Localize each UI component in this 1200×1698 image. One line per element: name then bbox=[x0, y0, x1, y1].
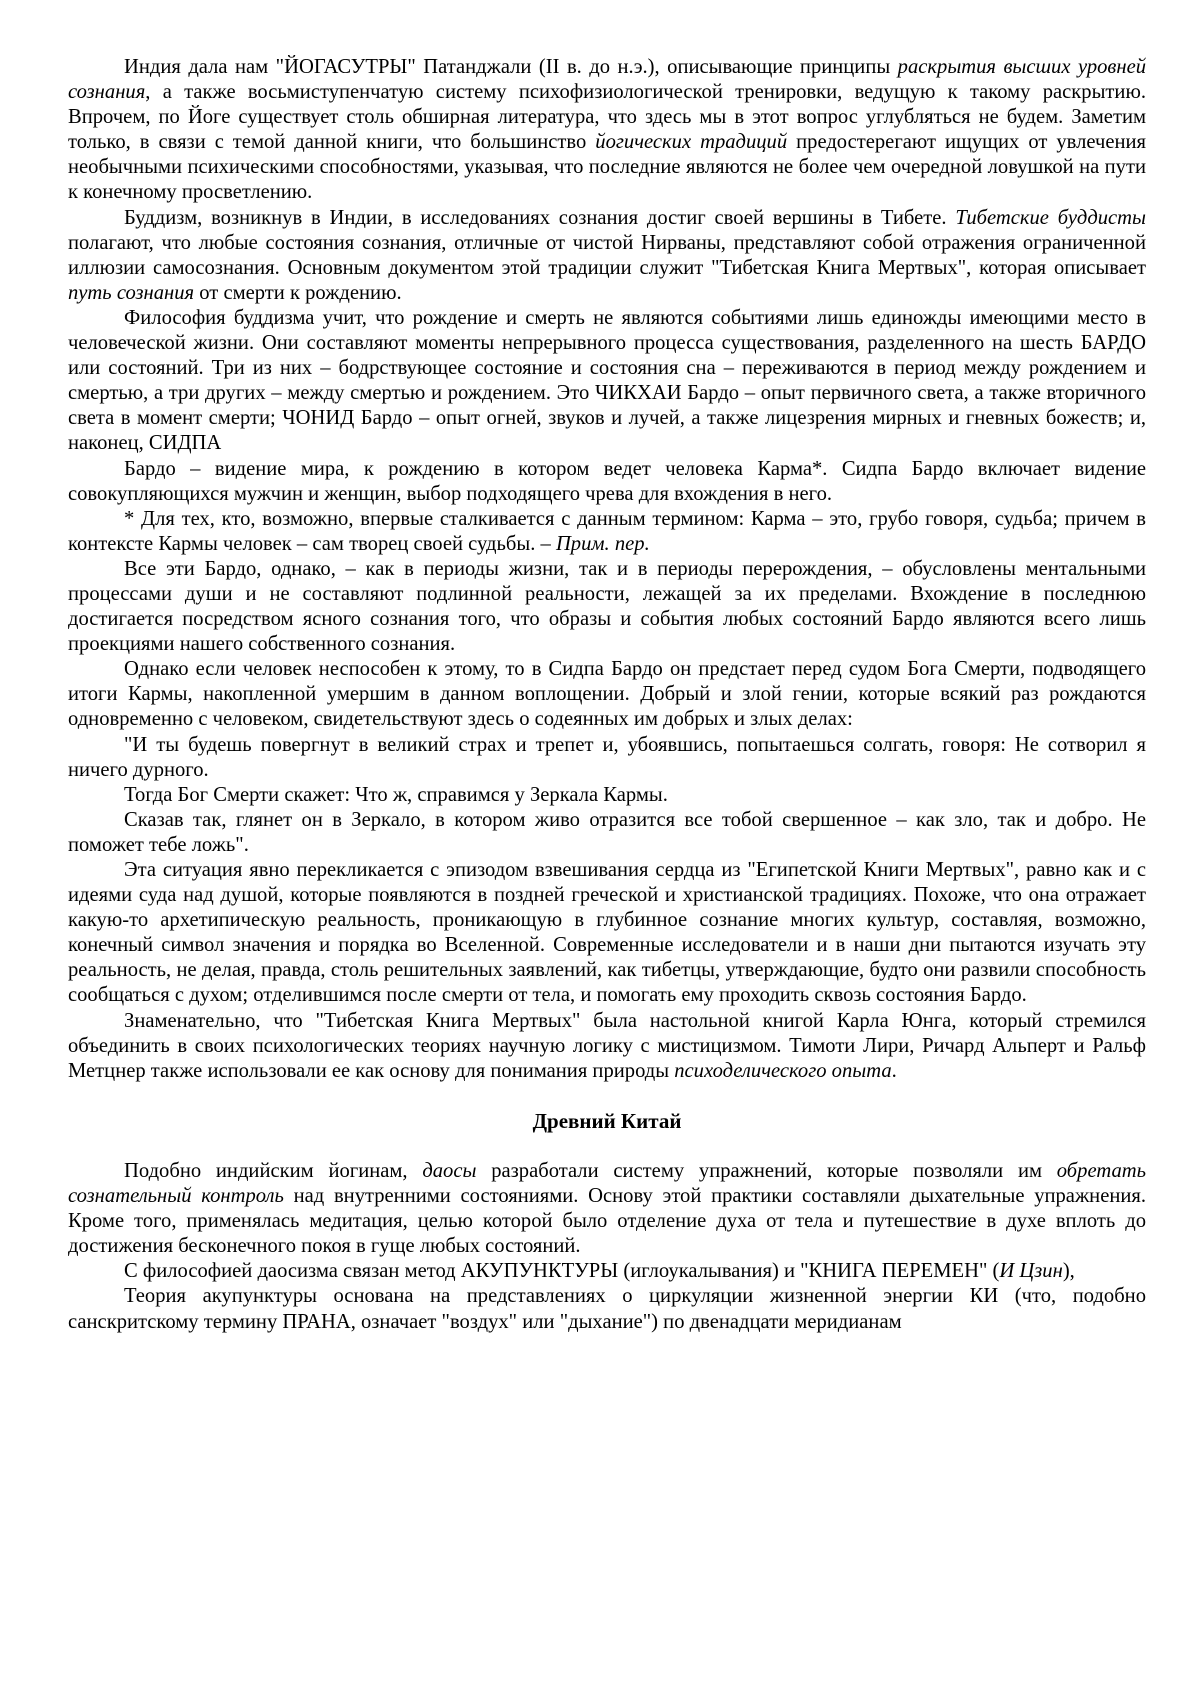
paragraph bbox=[68, 1259, 1146, 1284]
text-run: С философией даосизма связан метод АКУПУНКТУРЫ (иглоукалывания) и "КНИГА ПЕРЕМЕН" ( bbox=[124, 1260, 1000, 1283]
text-run: Философия буддизма учит, что рождение и смерть не являются событиями лишь единожды имеющими место в человеческой жизни. Они составляют моменты непрерывного процесса существования, разделенного на шесть БАРДО или состояний. Три из них – бодрствующее состояние и состояния сна – переживаются в период между рождением и смертью, а три других – между смертью и рождением. Это ЧИКХАИ Бардо – опыт первичного света, а также вторичного света в момент смерти; ЧОНИД Бардо – опыт огней, звуков и лучей, а также лицезрения мирных и гневных божеств; и, наконец, СИДПА bbox=[68, 306, 1146, 455]
body-text-section-2 bbox=[68, 1159, 1146, 1335]
text-run: Однако если человек неспособен к этому, то в Сидпа Бардо он предстает перед судом Бога Смерти, подводящего итоги Кармы, накопленной умершим в данном воплощении. Добрый и злой гении, которые всякий раз рождаются одновременно с человеком, свидетельствуют здесь о содеянных им добрых и злых делах: bbox=[68, 658, 1146, 731]
paragraph bbox=[68, 1284, 1146, 1334]
text-run: Сказав так, глянет он в Зеркало, в котором живо отразится все тобой свершенное – как зло, так и добро. Не поможет тебе ложь". bbox=[68, 808, 1146, 856]
paragraph bbox=[68, 783, 1146, 808]
text-run: * Для тех, кто, возможно, впервые сталкивается с данным термином: Карма – это, грубо говоря, судьба; причем в контексте Кармы человек – сам творец своей судьбы. – bbox=[68, 507, 1146, 555]
emphasized-text: обретать сознательный контроль bbox=[68, 1159, 1146, 1208]
text-run: от смерти к рождению. bbox=[194, 281, 402, 304]
paragraph bbox=[68, 657, 1146, 732]
paragraph bbox=[68, 206, 1146, 306]
text-run: Знаменательно, что "Тибетская Книга Мертвых" была настольной книгой Карла Юнга, который стремился объединить в своих психологических теориях научную логику с мистицизмом. Тимоти Лири, Ричард Альперт и Ральф Метцнер также использовали ее как основу для понимания природы bbox=[68, 1009, 1146, 1082]
text-run: . bbox=[891, 1059, 897, 1082]
paragraph bbox=[68, 457, 1146, 507]
text-run: Эта ситуация явно перекликается с эпизодом взвешивания сердца из "Египетской Книги Мертвых", равно как и с идеями суда над душой, которые появляются в поздней греческой и христианской традициях. Похоже, что она отражает какую-то архетипическую реальность, проникающую в глубинное сознание многих культур, составляя, возможно, конечный символ значения и порядка во Вселенной. Современные исследователи и в наши дни пытаются изучать эту реальность, не делая, правда, столь решительных заявлений, как тибетцы, утверждающие, будто они развили способность сообщаться с духом; отделившимся после смерти от тела, и помогать ему проходить сквозь состояния Бардо. bbox=[68, 859, 1146, 1007]
text-run: Индия дала нам "ЙОГАСУТРЫ" Патанджали (II в. до н.э.), описывающие принципы bbox=[124, 56, 898, 78]
text-run: предостерегают ищущих от увлечения необычными психическими способностями, указывая, что последние являются не более чем очередной ловушкой на пути к конечному просветлению. bbox=[68, 131, 1146, 204]
paragraph bbox=[68, 858, 1146, 1009]
emphasized-text: раскрытия высших уровней сознания bbox=[68, 56, 1147, 104]
text-run: разработали систему упражнений, которые позволяли им bbox=[476, 1159, 1057, 1182]
text-run: Тогда Бог Смерти скажет: Что ж, справимся у Зеркала Кармы. bbox=[124, 783, 668, 806]
paragraph bbox=[68, 1009, 1146, 1084]
paragraph bbox=[68, 306, 1146, 457]
paragraph bbox=[68, 507, 1146, 557]
paragraph bbox=[68, 55, 1146, 206]
emphasized-text: психоделического опыта bbox=[674, 1059, 892, 1082]
emphasized-text: И Цзин bbox=[999, 1260, 1063, 1283]
text-run: Все эти Бардо, однако, – как в периоды жизни, так и в периоды перерождения, – обусловлены ментальными процессами души и не составляют подлинной реальности, лежащей за их пределами. Вхождение в последнюю достигается посредством ясного сознания того, что образы и события любых состояний Бардо являются всего лишь проекциями нашего собственного сознания. bbox=[68, 557, 1146, 656]
emphasized-text: даосы bbox=[422, 1159, 477, 1182]
emphasized-text: йогических традиций bbox=[595, 131, 788, 154]
text-run: Бардо – видение мира, к рождению в котором ведет человека Карма*. Сидпа Бардо включает видение совокупляющихся мужчин и женщин, выбор подходящего чрева для вхождения в него. bbox=[68, 457, 1146, 505]
emphasized-text: Прим. пер. bbox=[555, 532, 650, 555]
section-heading: Древний Китай bbox=[532, 1108, 682, 1133]
text-run: над внутренними состояниями. Основу этой практики составляли дыхательные упражнения. Кроме того, применялась медитация, целью которой было отделение духа от тела и путешествие в духе вплоть до достижения бесконечного покоя в гуще любых состояний. bbox=[68, 1185, 1146, 1258]
text-run: ), bbox=[1062, 1260, 1075, 1283]
text-run: Буддизм, возникнув в Индии, в исследованиях сознания достиг своей вершины в Тибете. bbox=[124, 206, 956, 229]
paragraph bbox=[68, 557, 1146, 657]
text-run: , а также восьмиступенчатую систему психофизиологической тренировки, ведущую к такому раскрытию. Впрочем, по Йоге существует столь обширная литература, что здесь мы в этот вопрос углубляться не будем. Заметим только, в связи с темой данной книги, что большинство bbox=[68, 81, 1146, 154]
emphasized-text: путь сознания bbox=[68, 281, 195, 304]
paragraph bbox=[68, 1159, 1146, 1259]
paragraph bbox=[68, 808, 1146, 858]
body-text-section-1 bbox=[68, 55, 1146, 1084]
paragraph bbox=[68, 733, 1146, 783]
emphasized-text: Тибетские буддисты bbox=[955, 206, 1146, 229]
text-run: полагают, что любые состояния сознания, отличные от чистой Нирваны, представляют собой отражения ограниченной иллюзии самосознания. Основным документом этой традиции служит "Тибетская Книга Мертвых", которая описывает bbox=[68, 231, 1146, 279]
text-run: Подобно индийским йогинам, bbox=[124, 1159, 423, 1182]
text-run: Теория акупунктуры основана на представлениях о циркуляции жизненной энергии КИ (что, подобно санскритскому термину ПРАНА, означает "воздух" или "дыхание") по двенадцати меридианам bbox=[68, 1285, 1146, 1333]
text-run: "И ты будешь повергнут в великий страх и трепет и, убоявшись, попытаешься солгать, говоря: Не сотворил я ничего дурного. bbox=[68, 733, 1146, 781]
document-page bbox=[68, 55, 1146, 1335]
